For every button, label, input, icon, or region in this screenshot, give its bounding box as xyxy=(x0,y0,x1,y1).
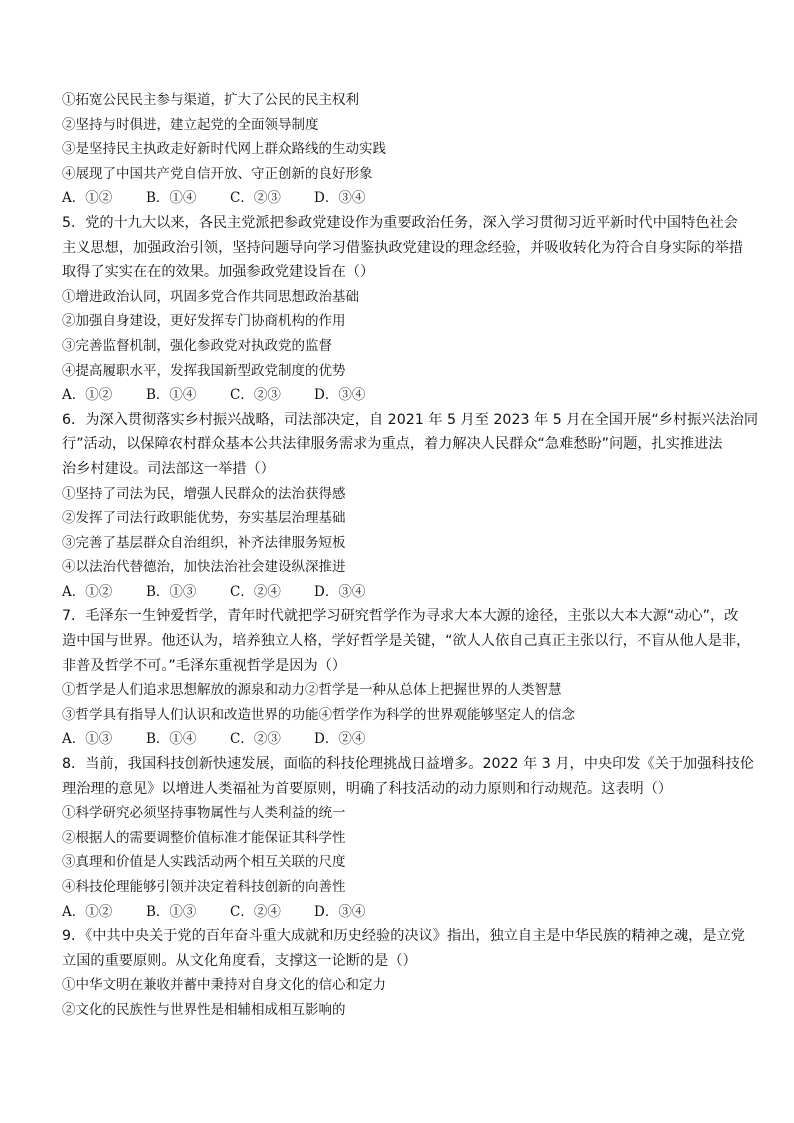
question-5 xyxy=(62,211,742,408)
q6-option-2: ②发挥了司法行政职能优势，夯实基层治理基础 xyxy=(62,510,346,527)
q5-option-4: ④提高履职水平，发挥我国新型政党制度的优势 xyxy=(62,362,346,379)
q4-option-2: ②坚持与时俱进，建立起党的全面领导制度 xyxy=(62,116,319,133)
q6-answer-a: A．①② xyxy=(62,583,113,600)
q5-answer-d: D．③④ xyxy=(314,387,366,404)
q5-answer-c: C．②③ xyxy=(230,387,281,404)
q8-option-2: ②根据人的需要调整价值标准才能保证其科学性 xyxy=(62,829,346,846)
q7-stem-line-2: 造中国与世界。他还认为，培养独立人格，学好哲学是关键，“欲人人依自己真正主张以行，不盲从他人是非， xyxy=(62,633,751,650)
q8-answer-a: A．①② xyxy=(62,903,113,920)
q6-option-3: ③完善了基层群众自治组织，补齐法律服务短板 xyxy=(62,534,346,551)
q8-option-3: ③真理和价值是人实践活动两个相互关联的尺度 xyxy=(62,854,346,871)
q4-option-4: ④展现了中国共产党自信开放、守正创新的良好形象 xyxy=(62,165,373,182)
q5-option-3: ③完善监督机制，强化参政党对执政党的监督 xyxy=(62,337,332,354)
q6-answer-b: B．①③ xyxy=(146,583,197,600)
q8-answer-c: C．②④ xyxy=(230,903,281,920)
q9-stem-line-2: 立国的重要原则。从文化角度看，支撑这一论断的是（） xyxy=(62,952,417,969)
q7-answer-b: B．①④ xyxy=(146,731,197,748)
q7-option-line-2: ③哲学具有指导人们认识和改造世界的功能④哲学作为科学的世界观能够坚定人的信念 xyxy=(62,706,575,723)
q6-answer-d: D．③④ xyxy=(314,583,366,600)
q4-answer-b: B．①④ xyxy=(146,190,197,207)
question-7 xyxy=(62,604,751,752)
q6-stem-line-3: 治乡村建设。司法部这一举措（） xyxy=(62,460,275,477)
q7-stem-line-3: 非普及哲学不可。”毛泽东重视哲学是因为（） xyxy=(62,657,347,674)
q7-stem-line-1: 7．毛泽东一生钟爱哲学，青年时代就把学习研究哲学作为寻求大本大源的途径，主张以大本大源“动心”，改 xyxy=(62,608,739,625)
q6-answer-choices xyxy=(62,580,742,605)
q4-answer-choices xyxy=(62,186,742,211)
q6-answer-c: C．②④ xyxy=(230,583,281,600)
q8-answer-b: B．①③ xyxy=(146,903,197,920)
q6-stem-line-1: 6．为深入贯彻落实乡村振兴战略，司法部决定，自 2021 年 5 月至 2023 年 5 月在全国开展“乡村振兴法治同 xyxy=(62,411,759,428)
q7-option-line-1: ①哲学是人们追求思想解放的源泉和动力②哲学是一种从总体上把握世界的人类智慧 xyxy=(62,682,562,699)
question-6 xyxy=(62,408,759,605)
q5-answer-b: B．①④ xyxy=(146,387,197,404)
q8-stem-line-1: 8．当前，我国科技创新快速发展，面临的科技伦理挑战日益增多。2022 年 3 月，中央印发《关于加强科技伦 xyxy=(62,756,754,773)
q9-option-1: ①中华文明在兼收并蓄中秉持对自身文化的信心和定力 xyxy=(62,977,386,994)
q5-option-2: ②加强自身建设，更好发挥专门协商机构的作用 xyxy=(62,313,346,330)
q5-answer-a: A．①② xyxy=(62,387,113,404)
q7-answer-c: C．②③ xyxy=(230,731,281,748)
q4-option-1: ①拓宽公民民主参与渠道，扩大了公民的民主权利 xyxy=(62,92,359,108)
q8-stem-line-2: 理治理的意见》以增进人类福祉为首要原则，明确了科技活动的动力原则和行动规范。这表明（） xyxy=(62,780,673,797)
q5-stem-line-2: 主义思想，加强政治引领，坚持问题导向学习借鉴执政党建设的理念经验，并吸收转化为符合自身实际的举措 xyxy=(62,239,744,256)
q8-option-4: ④科技伦理能够引领并决定着科技创新的向善性 xyxy=(62,879,346,895)
q4-answer-d: D．③④ xyxy=(314,190,366,207)
question-9 xyxy=(62,924,745,1022)
q6-stem-line-2: 行”活动，以保障农村群众基本公共法律服务需求为重点，着力解决人民群众“急难愁盼”问题，扎实推进法 xyxy=(62,436,723,453)
q6-option-4: ④以法治代替德治，加快法治社会建设纵深推进 xyxy=(62,559,346,576)
page-content xyxy=(62,88,759,1023)
q7-answer-choices xyxy=(62,727,742,752)
q5-option-1: ①增进政治认同，巩固多党合作共同思想政治基础 xyxy=(62,288,359,305)
q4-option-3: ③是坚持民主执政走好新时代网上群众路线的生动实践 xyxy=(62,141,386,158)
q5-answer-choices xyxy=(62,383,742,408)
question-4 xyxy=(62,88,742,211)
q8-answer-d: D．③④ xyxy=(314,903,366,920)
q4-answer-c: C．②③ xyxy=(230,190,281,207)
q7-answer-a: A．①③ xyxy=(62,731,113,748)
question-8 xyxy=(62,752,754,924)
q9-stem-line-1: 9．《中共中央关于党的百年奋斗重大成就和历史经验的决议》指出，独立自主是中华民族的精神之魂，是立党 xyxy=(62,928,745,945)
q6-option-1: ①坚持了司法为民，增强人民群众的法治获得感 xyxy=(62,485,346,502)
q5-stem-line-1: 5．党的十九大以来，各民主党派把参政党建设作为重要政治任务，深入学习贯彻习近平新时代中国特色社会 xyxy=(62,214,738,231)
q4-answer-a: A．①② xyxy=(62,190,113,207)
q9-option-2: ②文化的民族性与世界性是相辅相成相互影响的 xyxy=(62,1001,346,1018)
q7-answer-d: D．②④ xyxy=(314,731,366,748)
q8-answer-choices xyxy=(62,900,742,925)
q5-stem-line-3: 取得了实实在在的效果。加强参政党建设旨在（） xyxy=(62,264,375,281)
q8-option-1: ①科学研究必须坚持事物属性与人类利益的统一 xyxy=(62,805,346,822)
